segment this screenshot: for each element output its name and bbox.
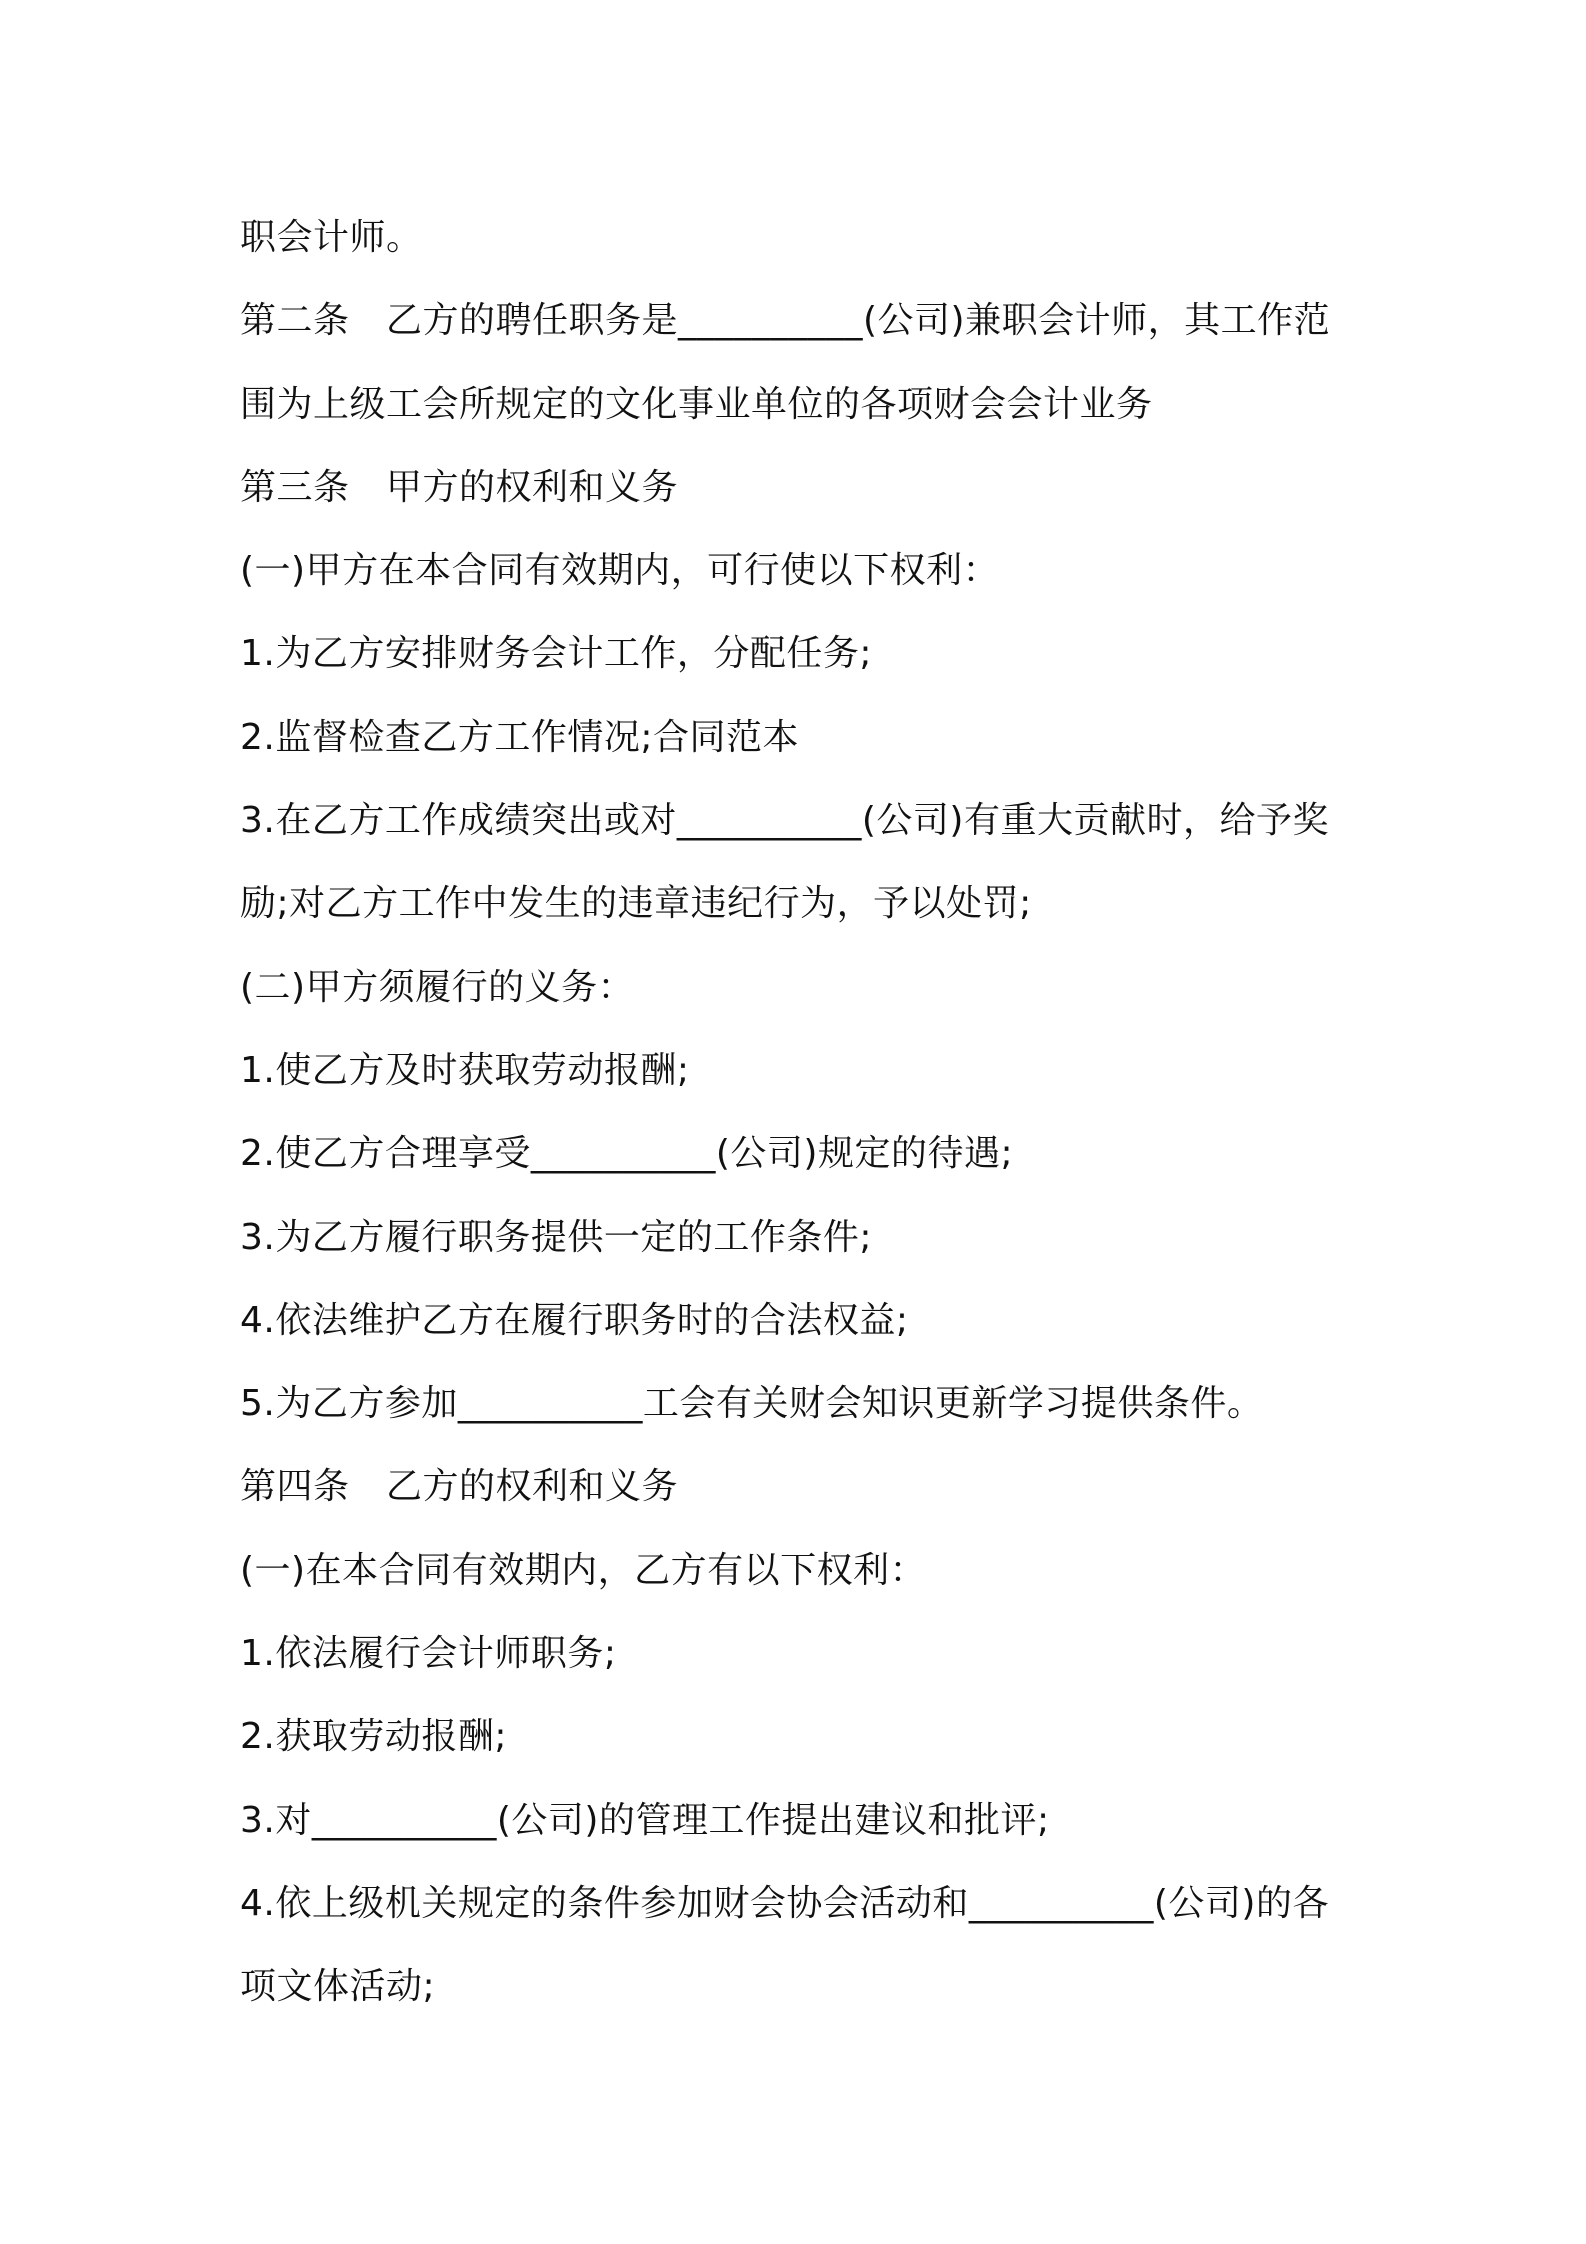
document-body — [240, 196, 1360, 2029]
list-item: 1.依法履行会计师职务; — [240, 1633, 617, 1675]
text-line: 围为上级工会所规定的文化事业单位的各项财会会计业务 — [240, 383, 1153, 425]
article-heading: 第四条 乙方的权利和义务 — [240, 1466, 679, 1508]
text-line: 第二条 乙方的聘任职务是__________(公司)兼职会计师，其工作范 — [240, 300, 1331, 342]
text-line: 励;对乙方工作中发生的违章违纪行为，予以处罚; — [240, 883, 1032, 925]
list-item: 4.依法维护乙方在履行职务时的合法权益; — [240, 1299, 909, 1341]
text-line: 职会计师。 — [240, 217, 423, 258]
article-heading: 第三条 甲方的权利和义务 — [240, 466, 679, 508]
list-item: 2.使乙方合理享受__________(公司)规定的待遇; — [240, 1133, 1014, 1175]
list-item: 4.依上级机关规定的条件参加财会协会活动和__________(公司)的各 — [240, 1882, 1329, 1924]
text-line: 项文体活动; — [240, 1966, 436, 2008]
list-item: 1.使乙方及时获取劳动报酬; — [240, 1049, 690, 1091]
list-item: 3.为乙方履行职务提供一定的工作条件; — [240, 1216, 872, 1258]
list-item: 3.对__________(公司)的管理工作提出建议和批评; — [240, 1799, 1050, 1841]
text-line: (一)甲方在本合同有效期内，可行使以下权利： — [240, 550, 1000, 592]
list-item: 2.监督检查乙方工作情况;合同范本 — [240, 716, 799, 758]
list-item: 1.为乙方安排财务会计工作，分配任务; — [240, 633, 872, 675]
list-item: 3.在乙方工作成绩突出或对__________(公司)有重大贡献时，给予奖 — [240, 800, 1329, 842]
list-item: 2.获取劳动报酬; — [240, 1716, 507, 1758]
list-item: 5.为乙方参加__________工会有关财会知识更新学习提供条件。 — [240, 1383, 1264, 1425]
text-line: (一)在本合同有效期内，乙方有以下权利： — [240, 1549, 927, 1591]
text-line: (二)甲方须履行的义务： — [240, 966, 635, 1008]
